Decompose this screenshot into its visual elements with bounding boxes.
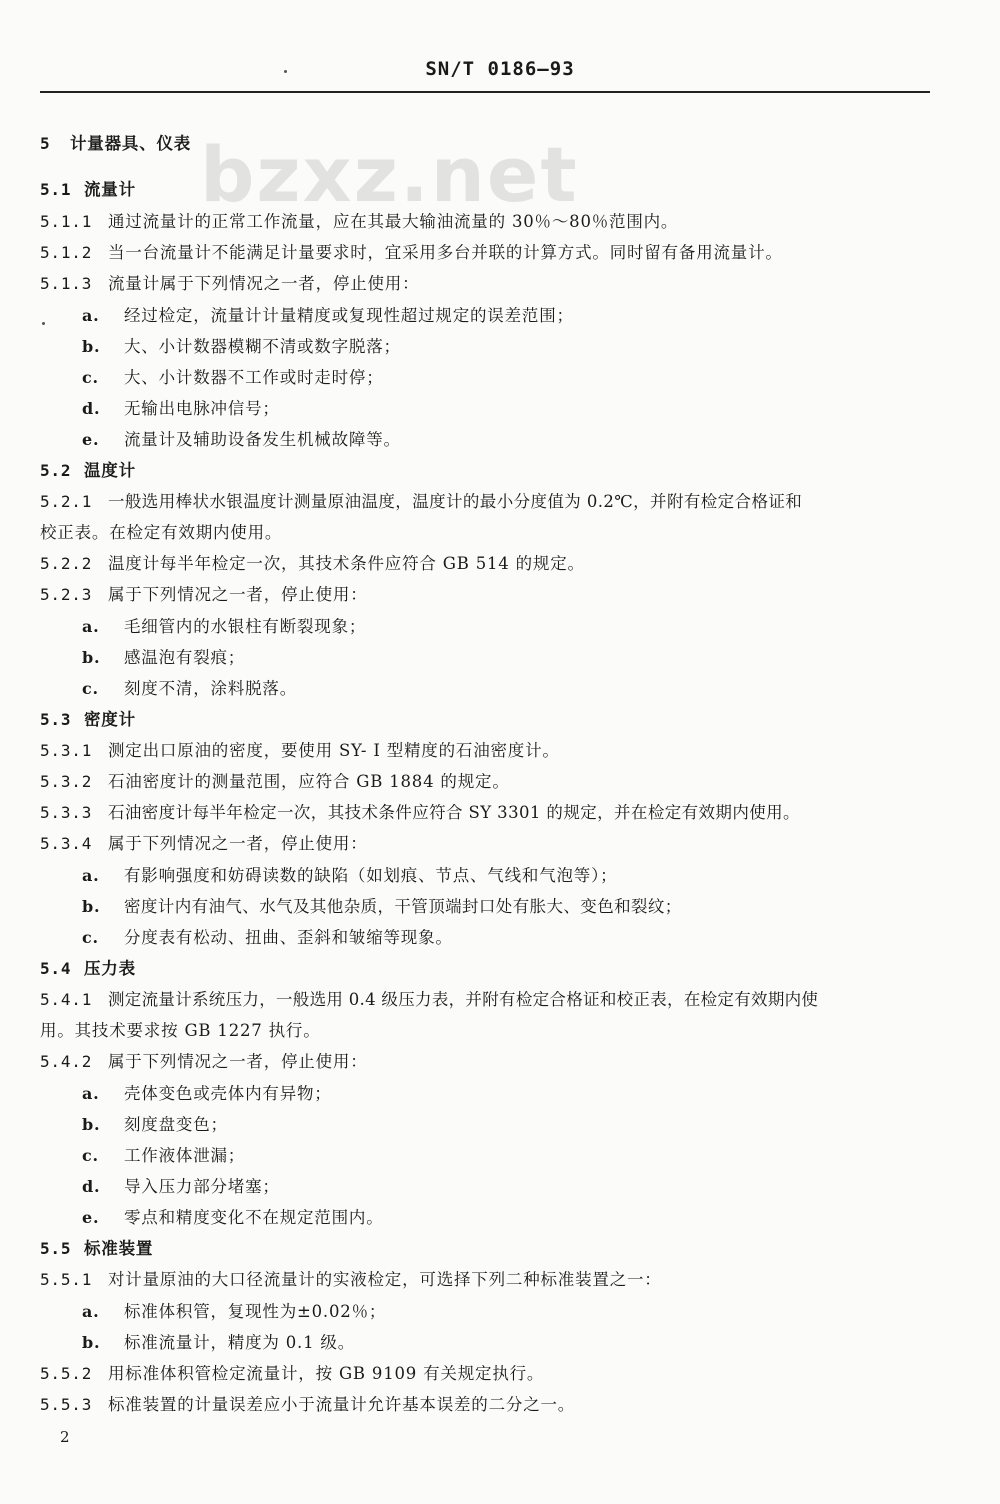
clause-number: 5.1.1 [40, 212, 93, 231]
clause [40, 581, 368, 605]
subsection-title: 标准装置 [84, 1239, 154, 1258]
subsection-number: 5.2 [40, 461, 72, 480]
page-number: 2 [60, 1428, 70, 1446]
list-label: b. [82, 897, 101, 916]
watermark: bzxz.net [200, 130, 579, 219]
list-text: 毛细管内的水银柱有断裂现象； [124, 617, 367, 636]
clause-number: 5.5.1 [40, 1270, 93, 1289]
subsection-number: 5.1 [40, 180, 72, 199]
list-label: e. [82, 1208, 100, 1227]
list-item [82, 1080, 332, 1104]
clause-number: 5.2.2 [40, 554, 93, 573]
list-item [82, 675, 297, 699]
clause [40, 986, 818, 1010]
list-label: c. [82, 679, 99, 698]
list-item [82, 924, 453, 948]
clause-text: 标准装置的计量误差应小于流量计允许基本误差的二分之一。 [108, 1395, 576, 1414]
list-label: a. [82, 1302, 100, 1321]
clause [40, 768, 510, 792]
list-text: 感温泡有裂痕； [124, 648, 246, 667]
clause [40, 1048, 368, 1072]
list-item [82, 1329, 355, 1353]
clause-text: 测定出口原油的密度，要使用 SY- I 型精度的石油密度计。 [108, 741, 560, 760]
clause [40, 1266, 662, 1290]
clause-number: 5.2.3 [40, 585, 93, 604]
list-label: a. [82, 617, 100, 636]
clause-number: 5.2.1 [40, 492, 93, 511]
standard-code: SN/T 0186—93 [425, 58, 575, 80]
subsection-title: 密度计 [84, 710, 136, 729]
list-text: 分度表有松动、扭曲、歪斜和皱缩等现象。 [124, 928, 453, 947]
list-text: 刻度盘变色； [124, 1115, 228, 1134]
clause [40, 1360, 544, 1384]
list-text: 经过检定，流量计计量精度或复现性超过规定的误差范围； [124, 306, 574, 325]
clause-text: 当一台流量计不能满足计量要求时，宜采用多台并联的计算方式。同时留有备用流量计。 [108, 243, 783, 262]
list-item [82, 893, 682, 917]
scan-speck [42, 322, 45, 325]
subsection-heading [40, 457, 136, 481]
list-label: c. [82, 928, 99, 947]
clause-text: 属于下列情况之一者，停止使用： [108, 585, 368, 604]
header-rule [40, 91, 930, 93]
list-label: a. [82, 1084, 100, 1103]
list-text: 工作液体泄漏； [124, 1146, 246, 1165]
list-text: 大、小计数器模糊不清或数字脱落； [124, 337, 401, 356]
list-text: 有影响强度和妨碍读数的缺陷（如划痕、节点、气线和气泡等）； [124, 866, 618, 885]
clause-number: 5.3.2 [40, 772, 93, 791]
list-text: 标准流量计，精度为 0.1 级。 [124, 1333, 356, 1352]
list-item [82, 644, 245, 668]
clause-number: 5.5.2 [40, 1364, 93, 1383]
list-item [82, 426, 401, 450]
clause-text: 流量计属于下列情况之一者，停止使用： [108, 274, 420, 293]
clause-text: 测定流量计系统压力，一般选用 0.4 级压力表，并附有检定合格证和校正表，在检定有效期内使 [108, 990, 819, 1009]
list-text: 大、小计数器不工作或时走时停； [124, 368, 384, 387]
clause [40, 208, 678, 232]
subsection-heading [40, 955, 136, 979]
subsection-title: 流量计 [84, 180, 136, 199]
list-item [82, 613, 366, 637]
subsection-number: 5.4 [40, 959, 72, 978]
clause-number: 5.1.3 [40, 274, 93, 293]
list-label: c. [82, 1146, 99, 1165]
list-label: c. [82, 368, 99, 387]
list-label: e. [82, 430, 100, 449]
list-label: b. [82, 337, 101, 356]
list-item [82, 1298, 386, 1322]
list-label: a. [82, 866, 100, 885]
clause-text: 石油密度计每半年检定一次，其技术条件应符合 SY 3301 的规定，并在检定有效期内使用。 [108, 803, 800, 822]
clause-number: 5.4.2 [40, 1052, 93, 1071]
clause-text: 属于下列情况之一者，停止使用： [108, 1052, 368, 1071]
section-heading [40, 130, 191, 154]
list-item [82, 364, 384, 388]
clause-text: 温度计每半年检定一次，其技术条件应符合 GB 514 的规定。 [108, 554, 585, 573]
clause-number: 5.3.4 [40, 834, 93, 853]
clause [40, 550, 585, 574]
section-title: 计量器具、仪表 [70, 134, 192, 153]
clause [40, 737, 560, 761]
list-text: 壳体变色或壳体内有异物； [124, 1084, 332, 1103]
clause-number: 5.4.1 [40, 990, 93, 1009]
list-label: b. [82, 1333, 101, 1352]
list-item [82, 395, 280, 419]
list-label: a. [82, 306, 100, 325]
subsection-number: 5.3 [40, 710, 72, 729]
clause [40, 799, 800, 823]
subsection-heading [40, 176, 136, 200]
clause [40, 1391, 575, 1415]
subsection-heading [40, 1235, 153, 1259]
list-label: d. [82, 1177, 101, 1196]
subsection-number: 5.5 [40, 1239, 72, 1258]
list-text: 刻度不清，涂料脱落。 [124, 679, 297, 698]
subsection-heading [40, 706, 136, 730]
clause [40, 239, 783, 263]
clause-text: 石油密度计的测量范围，应符合 GB 1884 的规定。 [108, 772, 510, 791]
clause [40, 270, 419, 294]
clause-number: 5.5.3 [40, 1395, 93, 1414]
clause-text: 用标准体积管检定流量计，按 GB 9109 有关规定执行。 [108, 1364, 545, 1383]
clause [40, 830, 368, 854]
scan-speck [284, 70, 287, 73]
list-label: b. [82, 648, 101, 667]
list-item [82, 333, 401, 357]
clause-continuation: 用。其技术要求按 GB 1227 执行。 [40, 1021, 321, 1040]
list-text: 零点和精度变化不在规定范围内。 [124, 1208, 384, 1227]
clause-continuation: 校正表。在检定有效期内使用。 [40, 523, 283, 542]
list-text: 标准体积管，复现性为±0.02％； [124, 1302, 387, 1321]
clause [40, 488, 802, 512]
clause-text: 一般选用棒状水银温度计测量原油温度，温度计的最小分度值为 0.2℃，并附有检定合格证和 [108, 492, 803, 511]
section-number: 5 [40, 134, 51, 153]
list-item [82, 1173, 280, 1197]
subsection-title: 压力表 [84, 959, 136, 978]
clause-number: 5.1.2 [40, 243, 93, 262]
list-item [82, 1204, 384, 1228]
list-text: 无输出电脉冲信号； [124, 399, 280, 418]
list-item [82, 1142, 245, 1166]
list-item [82, 302, 574, 326]
list-item [82, 862, 617, 886]
list-label: b. [82, 1115, 101, 1134]
clause-text: 通过流量计的正常工作流量，应在其最大输油流量的 30％～80％范围内。 [108, 212, 679, 231]
clause-number: 5.3.1 [40, 741, 93, 760]
list-text: 导入压力部分堵塞； [124, 1177, 280, 1196]
list-text: 密度计内有油气、水气及其他杂质，干管顶端封口处有胀大、变色和裂纹； [124, 897, 682, 916]
clause-text: 属于下列情况之一者，停止使用： [108, 834, 368, 853]
clause-number: 5.3.3 [40, 803, 93, 822]
list-text: 流量计及辅助设备发生机械故障等。 [124, 430, 401, 449]
list-label: d. [82, 399, 101, 418]
clause-text: 对计量原油的大口径流量计的实液检定，可选择下列二种标准装置之一： [108, 1270, 662, 1289]
list-item [82, 1111, 228, 1135]
subsection-title: 温度计 [84, 461, 136, 480]
